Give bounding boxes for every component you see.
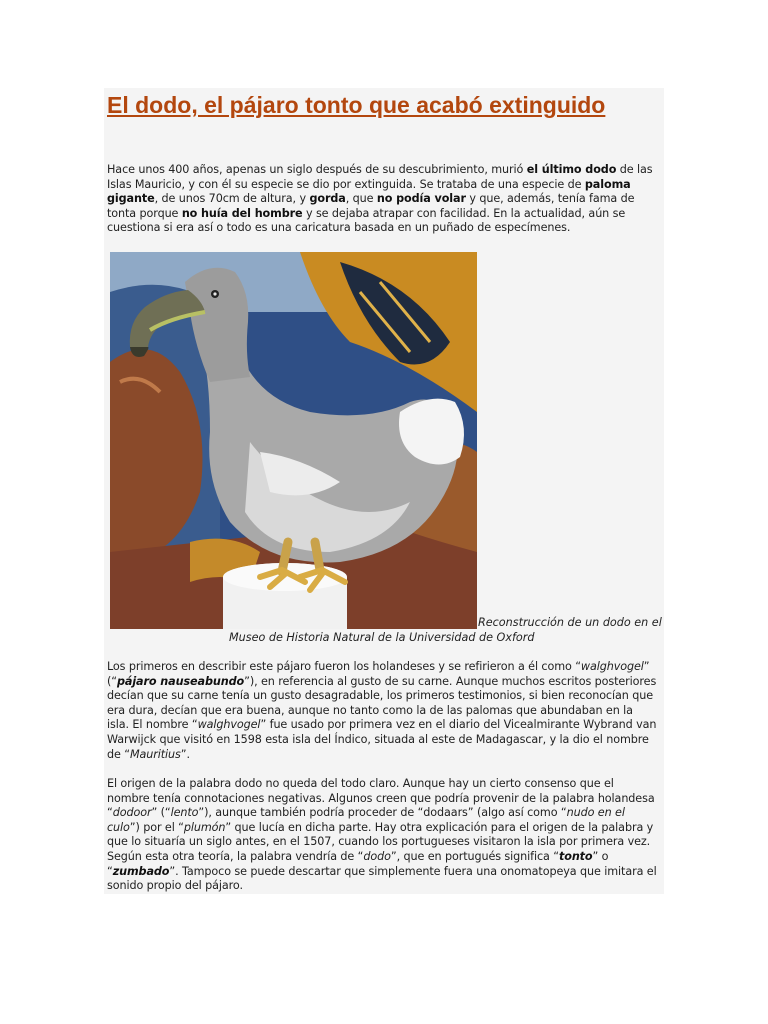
article-title: El dodo, el pájaro tonto que acabó extinguido	[107, 92, 606, 118]
name-origin-paragraph: Los primeros en describir este pájaro fueron los holandeses y se refirieron a él como “walghvogel” (“pájaro nauseabundo”), en referencia al gusto de su carne. Aunque muchos escritos posteriores decían que su carne tenía un gusto desagradable, los primeros testimonios, si bien reconocían que era dura, decían que era buena, aunque no tanto como la de las palomas que abundaban en la isla. El nombre “walghvogel” fue usado por primera vez en el diario del Vicealmirante Wybrand van Warwijck que visitó en 1598 esta isla del Índico, situada al este de Madagascar, y la dio el nombre de “Mauritius”.	[107, 660, 657, 761]
photo-caption-line2: Museo de Historia Natural de la Universidad de Oxford	[229, 631, 535, 644]
intro-paragraph: Hace unos 400 años, apenas un siglo después de su descubrimiento, murió el último dodo de las Islas Mauricio, y con él su especie se dio por extinguida. Se trataba de una especie de paloma gigante, de unos 70cm de altura, y gorda, que no podía volar y que, además, tenía fama de tonta porque no huía del hombre y se dejaba atrapar con facilidad. En la actualidad, aún se cuestiona si era así o todo es una caricatura basada en un puñado de especímenes.	[107, 163, 653, 235]
word-origin-paragraph: El origen de la palabra dodo no queda del todo claro. Aunque hay un cierto consenso que el nombre tenía connotaciones negativas. Algunos creen que podría provenir de la palabra holandesa “dodoor” (“lento”), aunque también podría proceder de “dodaars” (algo así como “nudo en el culo”) por el “plumón” que lucía en dicha parte. Hay otra explicación para el origen de la palabra y que lo situaría un siglo antes, en el 1507, cuando los portugueses visitaron la isla por primera vez. Según esta otra teoría, la palabra vendría de “dodo”, que en portugués significa “tonto” o “zumbado”. Tampoco se puede descartar que simplemente fuera una onomatopeya que imitara el sonido propio del pájaro.	[107, 777, 657, 893]
dodo-photo	[110, 252, 477, 629]
photo-caption: Reconstrucción de un dodo en el	[478, 616, 662, 629]
